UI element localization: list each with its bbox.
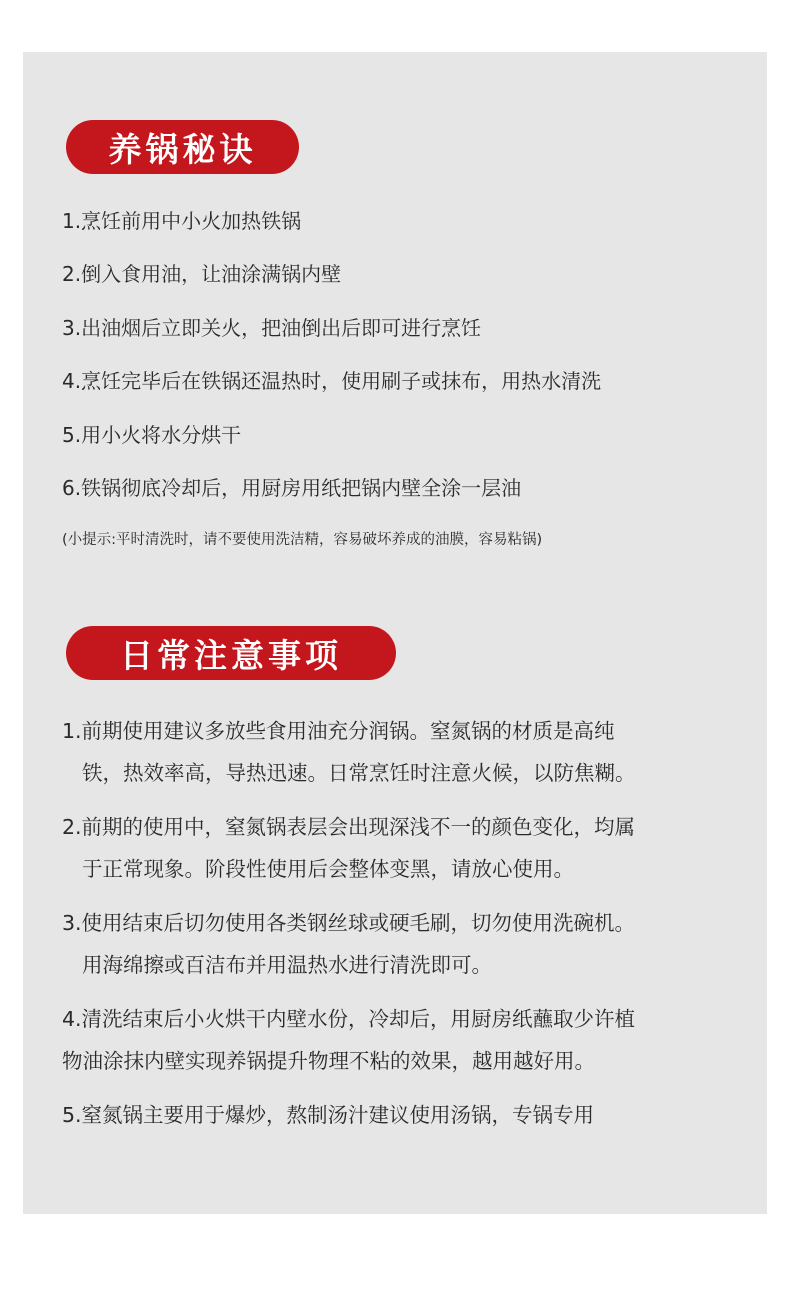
- section-title-badge-care: [66, 120, 299, 174]
- list-item-line: 3.使用结束后切勿使用各类钢丝球或硬毛刷，切勿使用洗碗机。: [62, 911, 636, 935]
- list-item-line: 5.窒氮锅主要用于爆炒，熬制汤汁建议使用汤锅，专锅专用: [62, 1103, 595, 1127]
- list-item: 4.烹饪完毕后在铁锅还温热时，使用刷子或抹布，用热水清洗: [62, 369, 602, 394]
- list-item-line: 于正常现象。阶段性使用后会整体变黑，请放心使用。: [82, 857, 574, 881]
- list-item-line: 1.前期使用建议多放些食用油充分润锅。窒氮锅的材质是高纯: [62, 719, 615, 743]
- list-item: [62, 806, 742, 890]
- list-item: 5.用小火将水分烘干: [62, 422, 242, 447]
- tip-note: (小提示:平时清洗时，请不要使用洗洁精，容易破坏养成的油膜，容易粘锅): [62, 532, 543, 548]
- section-title-badge-notes: [66, 626, 396, 680]
- list-item-line: 铁，热效率高，导热迅速。日常烹饪时注意火候，以防焦糊。: [82, 761, 636, 785]
- list-item: 1.烹饪前用中小火加热铁锅: [62, 209, 302, 233]
- list-item-line: 用海绵擦或百洁布并用温热水进行清洗即可。: [82, 953, 492, 977]
- section-title-notes: 日常注意事项: [120, 635, 342, 675]
- list-item: 3.出油烟后立即关火，把油倒出后即可进行烹饪: [62, 315, 482, 340]
- notes-list: [62, 710, 742, 1148]
- list-item-line: 物油涂抹内壁实现养锅提升物理不粘的效果，越用越好用。: [62, 1049, 595, 1073]
- list-item-line: 2.前期的使用中，窒氮锅表层会出现深浅不一的颜色变化，均属: [62, 815, 636, 839]
- list-item: 6.铁锅彻底冷却后，用厨房用纸把锅内壁全涂一层油: [62, 475, 522, 500]
- list-item-line: 4.清洗结束后小火烘干内壁水份，冷却后，用厨房纸蘸取少许植: [62, 1007, 636, 1031]
- list-item: [62, 710, 742, 794]
- list-item: [62, 902, 742, 986]
- list-item: [62, 998, 742, 1082]
- list-item: 2.倒入食用油，让油涂满锅内壁: [62, 262, 342, 287]
- section-title-care: 养锅秘诀: [108, 129, 257, 169]
- list-item: [62, 1094, 742, 1136]
- care-steps-list: [62, 203, 601, 523]
